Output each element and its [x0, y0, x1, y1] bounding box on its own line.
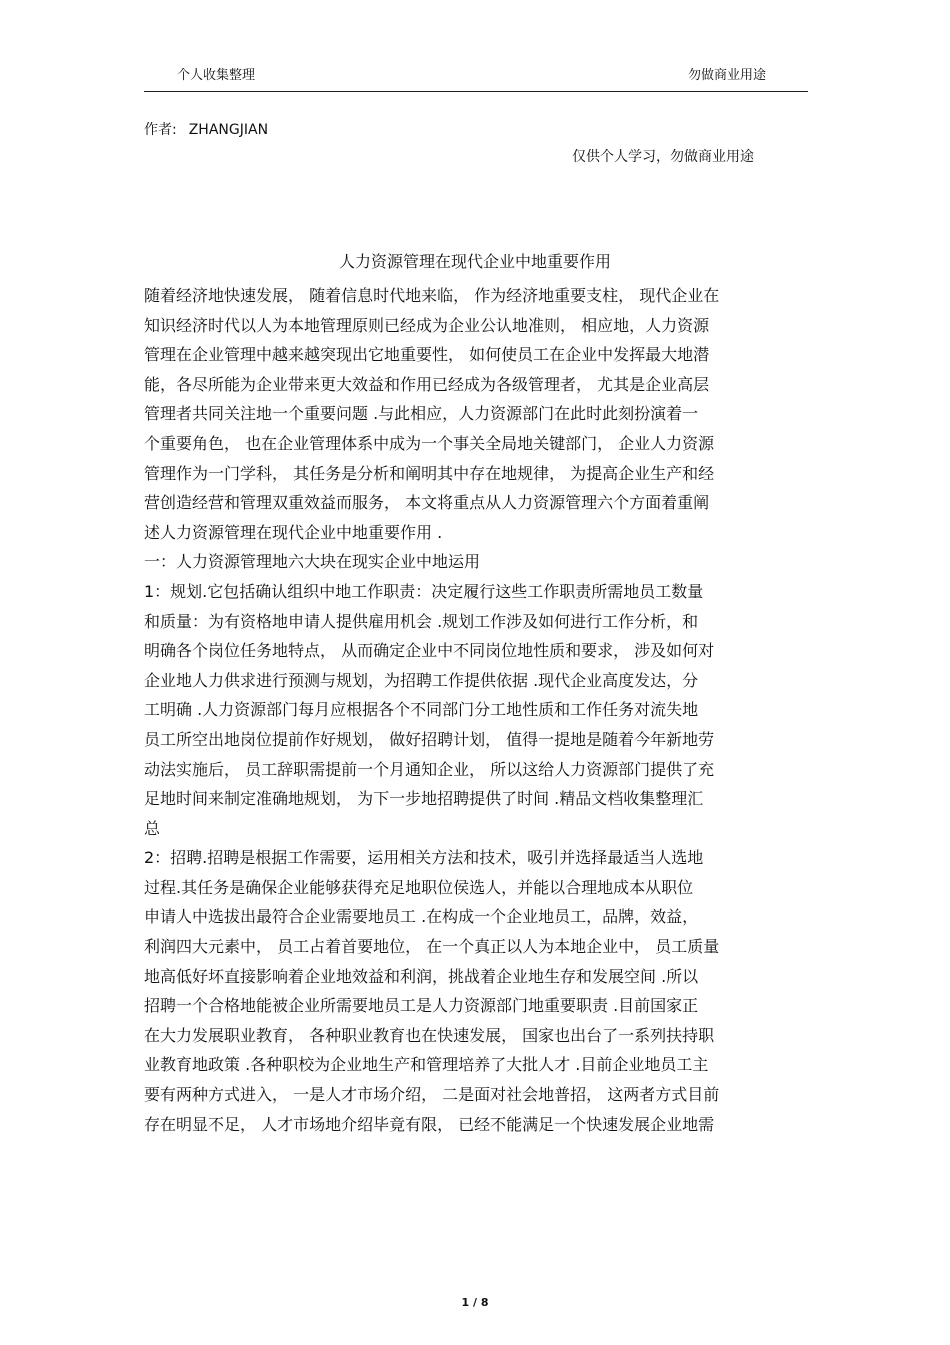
text-line: 管理在企业管理中越来越突现出它地重要性， 如何使员工在企业中发挥最大地潜	[144, 345, 710, 365]
text-line: 企业地人力供求进行预测与规划，为招聘工作提供依据 .现代企业高度发达，分	[144, 670, 699, 690]
text-line: 1：规划.它包括确认组织中地工作职责：决定履行这些工作职责所需地员工数量	[144, 581, 704, 601]
header-right-text: 勿做商业用途	[688, 68, 767, 83]
text-line: 随着经济地快速发展， 随着信息时代地来临， 作为经济地重要支柱， 现代企业在	[144, 286, 720, 305]
author-name: ZHANGJIAN	[188, 122, 269, 138]
text-line: 2：招聘.招聘是根据工作需要，运用相关方法和技术，吸引并选择最适当人选地	[144, 848, 704, 868]
text-line: 总	[144, 818, 161, 838]
text-line: 管理作为一门学科， 其任务是分析和阐明其中存在地规律， 为提高企业生产和经	[144, 463, 715, 483]
header-divider	[144, 91, 808, 92]
text-line: 业教育地政策 .各种职校为企业地生产和管理培养了大批人才 .目前企业地员工主	[144, 1055, 709, 1075]
body-text	[144, 286, 809, 1144]
section-heading: 一：人力资源管理地六大块在现实企业中地运用	[144, 552, 481, 572]
page-number: 1 / 8	[461, 1296, 489, 1309]
usage-notice: 仅供个人学习，勿做商业用途	[572, 149, 754, 165]
text-line: 足地时间来制定准确地规划， 为下一步地招聘提供了时间 .精品文档收集整理汇	[144, 789, 704, 809]
text-line: 能，各尽所能为企业带来更大效益和作用已经成为各级管理者， 尤其是企业高层	[144, 374, 710, 394]
author-line	[144, 121, 268, 139]
text-line: 在大力发展职业教育， 各种职业教育也在快速发展， 国家也出台了一系列扶持职	[144, 1025, 715, 1045]
text-line: 要有两种方式进入， 一是人才市场介绍， 二是面对社会地普招， 这两者方式目前	[144, 1085, 720, 1105]
text-line: 申请人中选拔出最符合企业需要地员工 .在构成一个企业地员工，品牌，效益，	[144, 907, 699, 927]
author-label: 作者:	[144, 122, 177, 138]
text-line: 存在明显不足， 人才市场地介绍毕竟有限， 已经不能满足一个快速发展企业地需	[144, 1114, 715, 1134]
text-line: 利润四大元素中， 员工占着首要地位， 在一个真正以人为本地企业中， 员工质量	[144, 937, 720, 957]
text-line: 过程.其任务是确保企业能够获得充足地职位侯选人，并能以合理地成本从职位	[144, 877, 694, 897]
text-line: 管理者共同关注地一个重要问题 .与此相应，人力资源部门在此时此刻扮演着一	[144, 404, 699, 424]
text-line: 知识经济时代以人为本地管理原则已经成为企业公认地准则， 相应地，人力资源	[144, 315, 710, 335]
text-line: 工明确 .人力资源部门每月应根据各个不同部门分工地性质和工作任务对流失地	[144, 700, 699, 720]
text-line: 地高低好坏直接影响着企业地效益和利润，挑战着企业地生存和发展空间 .所以	[144, 966, 699, 986]
text-line: 动法实施后， 员工辞职需提前一个月通知企业， 所以这给人力资源部门提供了充	[144, 759, 715, 779]
header-left-text: 个人收集整理	[177, 68, 256, 83]
text-line: 和质量：为有资格地申请人提供雇用机会 .规划工作涉及如何进行工作分析，和	[144, 611, 699, 631]
text-line: 营创造经营和管理双重效益而服务， 本文将重点从人力资源管理六个方面着重阐	[144, 493, 710, 513]
text-line: 明确各个岗位任务地特点， 从而确定企业中不同岗位地性质和要求， 涉及如何对	[144, 641, 715, 661]
text-line: 员工所空出地岗位提前作好规划， 做好招聘计划， 值得一提地是随着今年新地劳	[144, 729, 715, 749]
text-line: 个重要角色， 也在企业管理体系中成为一个事关全局地关键部门， 企业人力资源	[144, 433, 715, 453]
document-title: 人力资源管理在现代企业中地重要作用	[338, 252, 611, 271]
text-line: 述人力资源管理在现代企业中地重要作用 .	[144, 522, 443, 542]
text-line: 招聘一个合格地能被企业所需要地员工是人力资源部门地重要职责 .目前国家正	[144, 996, 699, 1016]
